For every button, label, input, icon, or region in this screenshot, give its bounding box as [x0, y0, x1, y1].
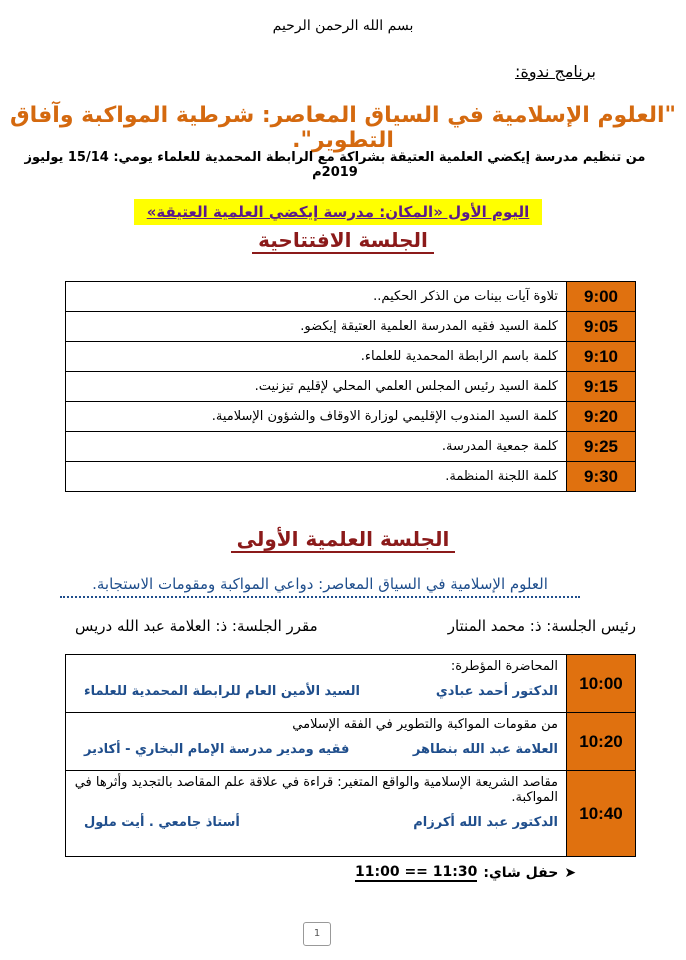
- row-description: كلمة جمعية المدرسة.: [66, 432, 567, 462]
- tea-break-label: حفل شاي:: [483, 865, 559, 881]
- page-number: 1: [303, 922, 331, 946]
- table-row: [66, 432, 636, 462]
- lecture-table: [65, 654, 636, 857]
- table-row: [66, 342, 636, 372]
- table-row: [66, 402, 636, 432]
- lecture-speaker: العلامة عبد الله بنطاهر: [412, 742, 558, 757]
- row-description: كلمة باسم الرابطة المحمدية للعلماء.: [66, 342, 567, 372]
- lecture-speaker: الدكتور عبد الله أكرزام: [413, 815, 558, 830]
- table-row: [66, 655, 636, 713]
- table-row: [66, 282, 636, 312]
- lecture-affiliation: فقيه ومدير مدرسة الإمام البخاري - أكادير: [84, 742, 350, 757]
- table-row: [66, 771, 636, 857]
- row-description: كلمة السيد فقيه المدرسة العلمية العتيقة إيكضو.: [66, 312, 567, 342]
- row-time: 9:20: [567, 402, 636, 432]
- row-description: كلمة السيد رئيس المجلس العلمي المحلي لإقليم تيزنيت.: [66, 372, 567, 402]
- row-time: 9:05: [567, 312, 636, 342]
- opening-session-title-text: الجلسة الافتتاحية: [252, 228, 434, 254]
- session-reporter: مقرر الجلسة: ذ: العلامة عبد الله دريس: [75, 617, 318, 635]
- bismillah-heading: بسم الله الرحمن الرحيم: [272, 18, 414, 34]
- row-time: 9:30: [567, 462, 636, 492]
- row-time: 10:00: [567, 655, 636, 713]
- opening-session-title: [0, 228, 686, 252]
- opening-session-table: [65, 281, 636, 492]
- row-description: كلمة اللجنة المنظمة.: [66, 462, 567, 492]
- arrow-icon: ➤: [564, 865, 577, 881]
- lecture-cell: [66, 771, 567, 857]
- lecture-affiliation: أستاذ جامعي . أيت ملول: [84, 815, 240, 830]
- row-time: 9:15: [567, 372, 636, 402]
- table-row: [66, 312, 636, 342]
- lecture-cell: [66, 713, 567, 771]
- first-session-title-text: الجلسة العلمية الأولى: [231, 527, 456, 553]
- table-row: [66, 713, 636, 771]
- row-description: تلاوة آيات بينات من الذكر الحكيم..: [66, 282, 567, 312]
- organizer-line: من تنظيم مدرسة إيكضي العلمية العتيقة بشراكة مع الرابطة المحمدية للعلماء يومي: 15/14 يوليوز 2019م: [24, 150, 646, 180]
- lecture-cell: [66, 655, 567, 713]
- row-time: 10:40: [567, 771, 636, 857]
- row-time: 9:00: [567, 282, 636, 312]
- row-time: 9:10: [567, 342, 636, 372]
- lecture-title: من مقومات المواكبة والتطوير في الفقه الإسلامي: [292, 717, 558, 732]
- tea-break: [355, 864, 576, 882]
- session-chair: رئيس الجلسة: ذ: محمد المنتار: [447, 617, 636, 635]
- lecture-title: مقاصد الشريعة الإسلامية والواقع المتغير: قراءة في علاقة علم المقاصد بالتجديد وأثرها في المواكبة.: [74, 775, 558, 805]
- lecture-title: المحاضرة المؤطرة:: [450, 659, 558, 674]
- first-session-subtitle: العلوم الإسلامية في السياق المعاصر: دواعي المواكبة ومقومات الاستجابة.: [60, 575, 580, 598]
- table-row: [66, 372, 636, 402]
- row-time: 9:25: [567, 432, 636, 462]
- day-banner: اليوم الأول «المكان: مدرسة إيكضي العلمية العتيقة»: [134, 199, 542, 225]
- table-row: [66, 462, 636, 492]
- lecture-affiliation: السيد الأمين العام للرابطة المحمدية للعلماء: [84, 684, 360, 699]
- main-title: "العلوم الإسلامية في السياق المعاصر: شرطية المواكبة وآفاق التطوير".: [9, 103, 677, 153]
- tea-break-time: 11:00 == 11:30: [355, 864, 478, 880]
- row-time: 10:20: [567, 713, 636, 771]
- lecture-speaker: الدكتور أحمد عبادي: [435, 684, 558, 699]
- program-label: برنامج ندوة:: [515, 62, 596, 81]
- row-description: كلمة السيد المندوب الإقليمي لوزارة الاوقاف والشؤون الإسلامية.: [66, 402, 567, 432]
- first-session-title: [0, 527, 686, 551]
